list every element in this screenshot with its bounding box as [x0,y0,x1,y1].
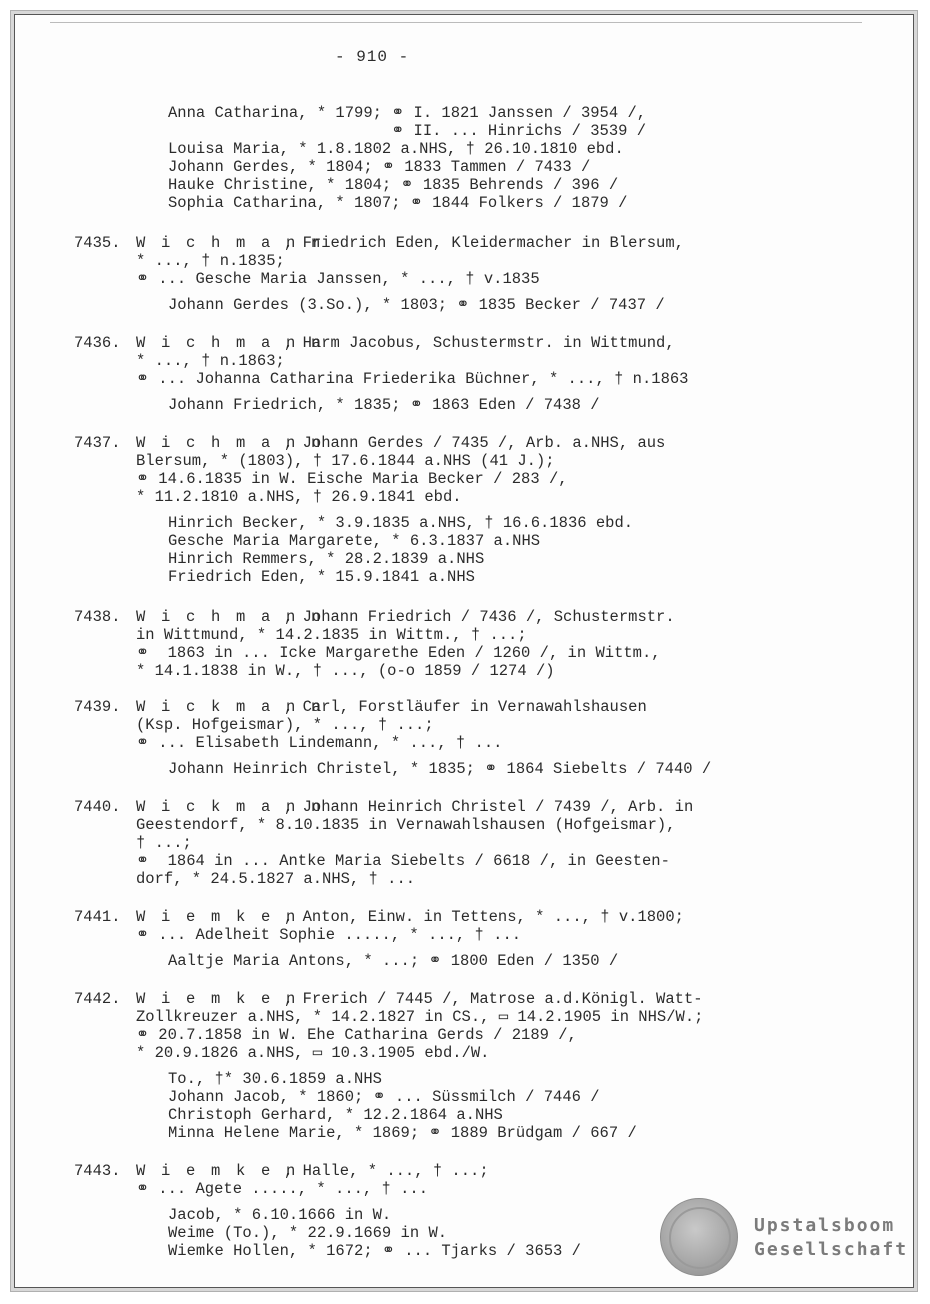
entry-number: 7436. [74,334,121,352]
entry-number: 7441. [74,908,121,926]
entry-line: Wiemke Hollen, * 1672; ⚭ ... Tjarks / 3653 / [168,1242,581,1260]
entry-line: * ..., † n.1835; [136,252,285,270]
entry-line: ⚭ 1863 in ... Icke Margarethe Eden / 1260 /, in Wittm., [136,644,661,662]
seal-icon [660,1198,738,1276]
entry-line: ⚭ ... Adelheit Sophie ....., * ..., † ... [136,926,522,944]
entry-line: ⚭ ... Johanna Catharina Friederika Büchner, * ..., † n.1863 [136,370,689,388]
entry-number: 7443. [74,1162,121,1180]
entry-line: * ..., † n.1863; [136,352,285,370]
entry-line: , Johann Heinrich Christel / 7439 /, Arb. in [284,798,694,816]
entry-line: Geestendorf, * 8.10.1835 in Vernawahlshausen (Hofgeismar), [136,816,676,834]
entry-line: Weime (To.), * 22.9.1669 in W. [168,1224,448,1242]
entry-line: Hauke Christine, * 1804; ⚭ 1835 Behrends / 396 / [168,176,619,194]
entry-line: , Johann Friedrich / 7436 /, Schustermstr. [284,608,675,626]
entry-number: 7440. [74,798,121,816]
entry-line: , Frerich / 7445 /, Matrose a.d.Königl. Watt- [284,990,703,1008]
entry-line: Christoph Gerhard, * 12.2.1864 a.NHS [168,1106,503,1124]
logo-line-1: Upstalsboom [754,1215,896,1236]
entry-line: Sophia Catharina, * 1807; ⚭ 1844 Folkers / 1879 / [168,194,628,212]
society-logo [660,1198,910,1274]
entry-number: 7437. [74,434,121,452]
entry-line: ⚭ ... Elisabeth Lindemann, * ..., † ... [136,734,503,752]
entry-surname: W i c k m a n n [136,798,324,816]
entry-line: Johann Friedrich, * 1835; ⚭ 1863 Eden / 7438 / [168,396,600,414]
entry-line: Zollkreuzer a.NHS, * 14.2.1827 in CS., ▭ 14.2.1905 in NHS/W.; [136,1008,704,1026]
entry-surname: W i e m k e n [136,990,299,1008]
entry-line: * 11.2.1810 a.NHS, † 26.9.1841 ebd. [136,488,462,506]
entry-line: , Anton, Einw. in Tettens, * ..., † v.1800; [284,908,684,926]
entry-surname: W i e m k e n [136,1162,299,1180]
entry-line: Blersum, * (1803), † 17.6.1844 a.NHS (41 J.); [136,452,555,470]
entry-line: , Carl, Forstläufer in Vernawahlshausen [284,698,647,716]
entry-line: , Harm Jacobus, Schustermstr. in Wittmund, [284,334,675,352]
entry-line: Hinrich Remmers, * 28.2.1839 a.NHS [168,550,485,568]
entry-line: , Friedrich Eden, Kleidermacher in Blersum, [284,234,684,252]
entry-line: Friedrich Eden, * 15.9.1841 a.NHS [168,568,475,586]
entry-line: , Halle, * ..., † ...; [284,1162,489,1180]
entry-line: ⚭ 20.7.1858 in W. Ehe Catharina Gerds / 2189 /, [136,1026,577,1044]
entry-line: ⚭ ... Agete ....., * ..., † ... [136,1180,429,1198]
entry-line: ⚭ ... Gesche Maria Janssen, * ..., † v.1835 [136,270,540,288]
entry-surname: W i c h m a n n [136,234,324,252]
entry-surname: W i c h m a n n [136,434,324,452]
entry-number: 7435. [74,234,121,252]
entry-line: , Johann Gerdes / 7435 /, Arb. a.NHS, aus [284,434,666,452]
entry-line: Johann Gerdes, * 1804; ⚭ 1833 Tammen / 7433 / [168,158,591,176]
entry-line: ⚭ 1864 in ... Antke Maria Siebelts / 6618 /, in Geesten- [136,852,670,870]
entry-number: 7442. [74,990,121,1008]
entry-line: Gesche Maria Margarete, * 6.3.1837 a.NHS [168,532,541,550]
entry-line: Johann Gerdes (3.So.), * 1803; ⚭ 1835 Becker / 7437 / [168,296,665,314]
logo-line-2: Gesellschaft [754,1239,909,1260]
page-number: - 910 - [335,48,410,66]
entry-line: ⚭ II. ... Hinrichs / 3539 / [168,122,647,140]
entry-line: ⚭ 14.6.1835 in W. Eische Maria Becker / 283 /, [136,470,568,488]
entry-line: Louisa Maria, * 1.8.1802 a.NHS, † 26.10.1810 ebd. [168,140,624,158]
entry-line: Aaltje Maria Antons, * ...; ⚭ 1800 Eden / 1350 / [168,952,619,970]
entry-line: Johann Jacob, * 1860; ⚭ ... Süssmilch / 7446 / [168,1088,600,1106]
entry-line: Johann Heinrich Christel, * 1835; ⚭ 1864 Siebelts / 7440 / [168,760,712,778]
entry-line: To., †* 30.6.1859 a.NHS [168,1070,382,1088]
top-rule [50,22,862,23]
entry-line: in Wittmund, * 14.2.1835 in Wittm., † ...; [136,626,527,644]
entry-number: 7438. [74,608,121,626]
entry-line: * 20.9.1826 a.NHS, ▭ 10.3.1905 ebd./W. [136,1044,490,1062]
entry-line: † ...; [136,834,192,852]
entry-line: Hinrich Becker, * 3.9.1835 a.NHS, † 16.6.1836 ebd. [168,514,634,532]
entry-line: dorf, * 24.5.1827 a.NHS, † ... [136,870,416,888]
entry-line: Minna Helene Marie, * 1869; ⚭ 1889 Brüdgam / 667 / [168,1124,637,1142]
entry-line: * 14.1.1838 in W., † ..., (o-o 1859 / 1274 /) [136,662,555,680]
entry-line: (Ksp. Hofgeismar), * ..., † ...; [136,716,434,734]
entry-surname: W i c h m a n n [136,608,324,626]
entry-line: Jacob, * 6.10.1666 in W. [168,1206,392,1224]
logo-text [754,1214,908,1262]
entry-surname: W i e m k e n [136,908,299,926]
entry-surname: W i c h m a n n [136,334,324,352]
entry-line: Anna Catharina, * 1799; ⚭ I. 1821 Janssen / 3954 /, [168,104,647,122]
entry-number: 7439. [74,698,121,716]
entry-surname: W i c k m a n n [136,698,324,716]
